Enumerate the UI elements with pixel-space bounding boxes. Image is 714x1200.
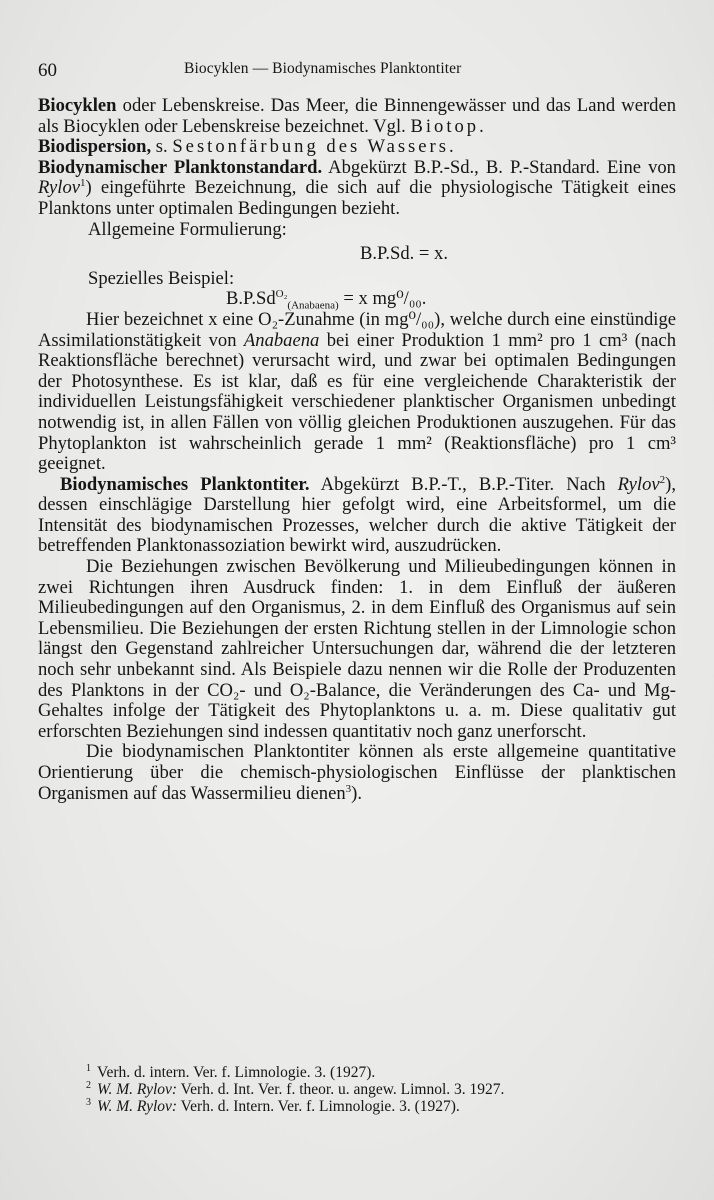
footnote-text: Verh. d. Int. Ver. f. theor. u. angew. Limnol. 3. 1927. (177, 1081, 505, 1098)
punctuation: . (479, 115, 484, 137)
footnote-mark: 2 (659, 473, 666, 486)
page-header (38, 60, 674, 84)
footnote-1 (86, 1064, 686, 1081)
footnote-number: 2 (86, 1079, 91, 1091)
page-number: 60 (38, 60, 57, 81)
footnote-number: 1 (86, 1062, 91, 1074)
body-text (38, 96, 676, 804)
entry-text: ) eingeführte Bezeichnung, die sich auf die physiologische Tätigkeit eines Planktons unter optimalen Bedingungen bezieht. (38, 177, 676, 219)
formula-rhs: = x mg⁰/₀₀. (338, 288, 427, 310)
punctuation: . (448, 136, 454, 158)
formula-special (38, 288, 676, 313)
paragraph-text: Die biodynamischen Planktontiter können als erste allgemeine quantitative Orientierung über die chemisch-physiologischen Einflüsse der planktischen Organismen auf das Wassermilieu dienen (38, 741, 676, 804)
punctuation: ). (351, 782, 362, 804)
footnote-3 (86, 1098, 686, 1115)
footnote-number: 3 (86, 1096, 91, 1108)
footnote-author: W. M. Rylov: (97, 1098, 178, 1115)
formula-subscript: (Anabaena) (287, 300, 339, 313)
entry-planktontiter (38, 475, 676, 557)
formula-general: B.P.Sd. = x. (360, 243, 448, 265)
term-planktonstandard: Biodynamischer Planktonstandard. (38, 156, 323, 178)
footnote-text: Verh. d. intern. Ver. f. Limnologie. 3. (1927). (97, 1064, 376, 1081)
paragraph-titer-orientation (38, 742, 676, 804)
term-biocyklen: Biocyklen (38, 95, 117, 116)
cross-reference: Sestonfärbung des Wassers (172, 136, 449, 158)
entry-text: Abgekürzt B.P.-Sd., B. P.-Standard. Eine von (322, 156, 676, 178)
footnote-author: W. M. Rylov: (97, 1081, 178, 1098)
footnote-text: Verh. d. Intern. Ver. f. Limnologie. 3. (1927). (177, 1098, 460, 1115)
paragraph-text: Hier bezeichnet x eine O₂-Zunahme (in mg⁰/₀₀), welche durch eine einstündige Assimilationstätigkeit von (38, 308, 676, 351)
genus-name: Anabaena (243, 329, 320, 351)
general-formulation-label: Allgemeine Formulierung: (88, 218, 287, 240)
entry-biodispersion (38, 137, 676, 158)
special-example-label: Spezielles Beispiel: (88, 267, 235, 289)
running-head: Biocyklen — Biodynamisches Planktontiter (184, 60, 462, 77)
term-biodispersion: Biodispersion, (38, 136, 152, 158)
entry-planktonstandard (38, 158, 676, 220)
footnote-2 (86, 1081, 686, 1098)
footnote-mark: 3 (345, 782, 352, 795)
paragraph-explanation (38, 310, 676, 475)
paragraph-text: bei einer Produktion 1 mm² pro 1 cm³ (nach Reaktionsfläche berechnet) verursacht wird, und zwar bei optimalen Bedingungen der Photosynthese. Es ist klar, daß es für eine vergleichende Charakteristik der individuellen Leistungsfähigkeit verschiedener planktischer Organismen unbedingt notwendig ist, in allen Fällen von völlig gleichen Produktionen auszugehen. Für das Phytoplankton ist wahrscheinlich gerade 1 mm² (Reaktionsfläche) pro 1 cm³ geeignet. (38, 329, 676, 475)
paragraph-relations: Die Beziehungen zwischen Bevölkerung und Milieubedingungen können in zwei Richtungen ihren Ausdruck finden: 1. in dem Einfluß der äußeren Milieubedingungen auf den Organismus, 2. in dem Einfluß des Organismus auf sein Lebensmilieu. Die Beziehungen der ersten Richtung stellen in der Limnologie schon längst den Gegenstand zahlreicher Untersuchungen dar, während die der letzteren noch sehr unbekannt sind. Als Beispiele dazu nennen wir die Rolle der Produzenten des Planktons in der CO₂- und O₂-Balance, die Veränderungen des Ca- und Mg-Gehaltes infolge der Tätigkeit des Phytoplanktons u. a. m. Diese qualitativ gut erforschten Beziehungen sind indessen quantitativ noch ganz unerforscht. (38, 556, 676, 742)
author-name: Rylov (617, 473, 660, 495)
formula-lhs: B.P.Sd (226, 288, 276, 310)
term-planktontiter: Biodynamisches Planktontiter. (60, 473, 310, 495)
cross-reference: Biotop (410, 115, 480, 137)
entry-text: Abgekürzt B.P.-T., B.P.-Titer. Nach (309, 473, 618, 495)
formula-superscript: O₂ (275, 288, 288, 301)
entry-text: ), dessen einschlägige Darstellung hier gefolgt wird, eine Arbeitsformel, um die Intensität des biodynamischen Prozesses, welcher durch die aktive Tätigkeit der betreffenden Planktonassoziation bewirkt wird, auszudrücken. (38, 473, 676, 557)
entry-text: oder Lebenskreise. Das Meer, die Binnengewässer und das Land werden als Biocyklen oder Lebenskreise bezeichnet. Vgl. (38, 95, 676, 137)
footnotes (86, 1064, 686, 1115)
entry-text: s. (151, 136, 173, 158)
footnote-mark: 1 (80, 177, 86, 190)
author-name: Rylov (38, 177, 80, 199)
entry-biocyklen (38, 96, 676, 137)
